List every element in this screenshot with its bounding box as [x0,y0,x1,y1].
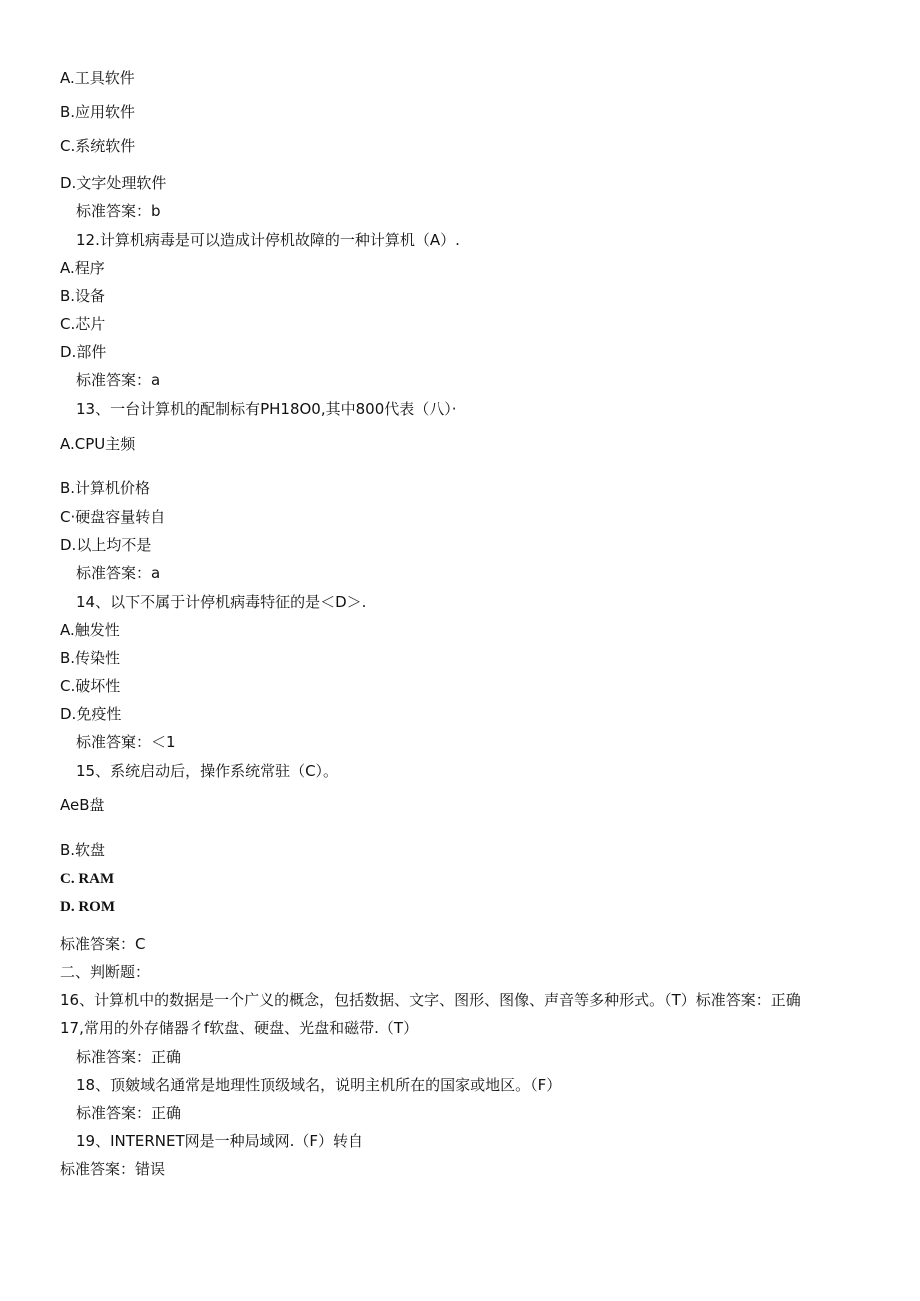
question-19: 19、INTERNET网是一种局域网.（F）转自 [76,1132,364,1150]
option-d-line: D.文字处理软件 [60,174,167,192]
question-18: 18、顶皴域名通常是地理性顶级域名，说明主机所在的国家或地区。（F） [76,1076,562,1094]
question-16: 16、计算机中的数据是一个广义的概念，包括数据、文字、图形、图像、声音等多种形式。（T）标准答案：正确 [60,991,801,1009]
option-d-line: D.部件 [60,343,107,361]
answer-line: 标准答案：错误 [60,1160,166,1178]
answer-line: 标准答窠：＜1 [76,733,176,751]
option-a-line: A.程序 [60,259,105,277]
option-a-line: AeB盘 [60,796,105,814]
option-d-line: D. ROM [60,899,115,915]
question-13: 13、一台计算机的配制标有PH18O0,其中800代表（八）· [76,400,457,418]
option-b-line: B.传染性 [60,649,121,667]
question-15: 15、系统启动后，操作系统常驻（C）。 [76,762,339,780]
question-17: 17,常用的外存储器彳f软盘、硬盘、光盘和磁带.（T） [60,1019,419,1037]
option-d-line: D.免疫性 [60,705,122,723]
option-b-line: B.设备 [60,287,106,305]
question-12: 12.计算机病毒是可以造成计停机故障的一种计算机（A）. [76,231,460,249]
option-a-line: A.CPU主频 [60,435,136,453]
question-14: 14、以下不属于计停机病毒特征的是＜D＞. [76,593,367,611]
option-d-line: D.以上均不是 [60,536,152,554]
section-heading: 二、判断题： [60,963,151,981]
option-c-line: C.系统软件 [60,137,136,155]
option-c-line: C.破坏性 [60,677,121,695]
answer-line: 标准答案：正确 [76,1048,182,1066]
option-b-line: B.计算机价格 [60,479,151,497]
answer-line: 标准答案：正确 [76,1104,182,1122]
option-c-line: C. RAM [60,871,115,887]
option-c-line: C·硬盘容量转自 [60,508,166,526]
answer-line: 标准答案：C [60,935,146,953]
answer-line: 标准答案：a [76,371,161,389]
option-a-line: A.触发性 [60,621,120,639]
option-a-line: A.工具软件 [60,69,135,87]
option-c-line: C.芯片 [60,315,106,333]
answer-line: 标准答案：b [76,202,161,220]
option-b-line: B.应用软件 [60,103,136,121]
answer-line: 标准答案：a [76,564,161,582]
option-b-line: B.软盘 [60,841,106,859]
